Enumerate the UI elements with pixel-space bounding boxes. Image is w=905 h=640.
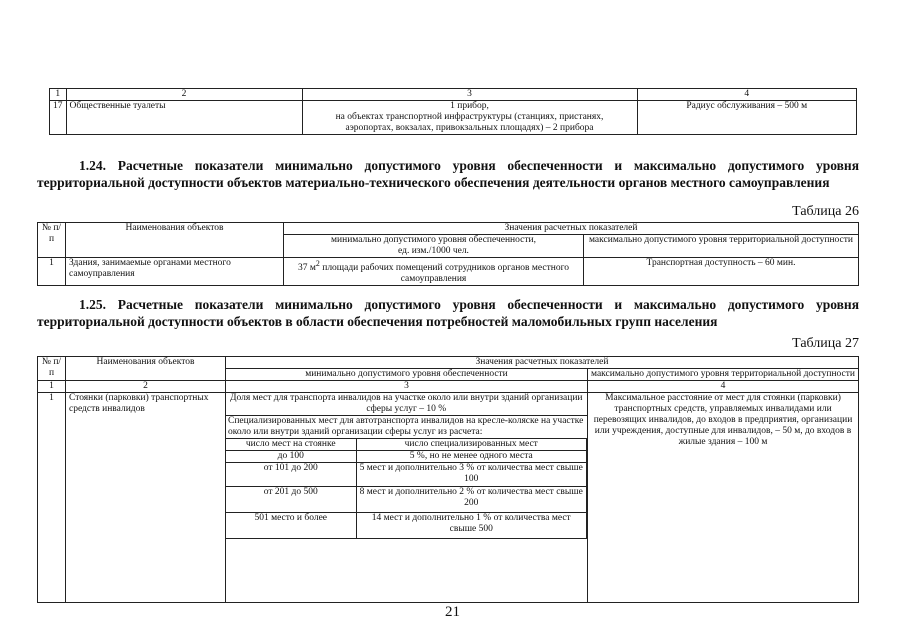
row-min: [226, 393, 588, 603]
sub-row-left: от 201 до 500: [226, 487, 356, 513]
row-max: Максимальное расстояние от мест для стоянки (парковки) транспортных средств, управляемых инвалидами или перевозящих инвалидов, до входов в предприятия, организации или учреждения, доступные для инвалидов, – 50 м, до входов в жилые здания – 100 м: [588, 393, 859, 603]
table-row: [50, 101, 857, 135]
table-header-row: [38, 357, 859, 369]
row-min-sup: 2: [315, 259, 320, 268]
col-num-3: 3: [302, 89, 637, 101]
share-text: Доля мест для транспорта инвалидов на участке около или внутри зданий организации сферы услуг – 10 %: [226, 393, 587, 416]
col-num-3: 3: [226, 381, 588, 393]
table-row: [226, 416, 587, 439]
col-num-1: 1: [50, 89, 67, 101]
table-row: [226, 487, 587, 513]
sub-row-right: 5 %, но не менее одного места: [356, 451, 587, 463]
row-num: 1: [38, 393, 66, 603]
row-min-post: площади рабочих помещений сотрудников органов местного самоуправления: [319, 263, 569, 285]
table-caption-27: Таблица 27: [792, 336, 859, 351]
sub-row-right: 14 мест и дополнительно 1 % от количества мест свыше 500: [356, 513, 587, 539]
sub-row-left: от 101 до 200: [226, 463, 356, 487]
table-26: [37, 222, 859, 286]
row-num: 17: [50, 101, 67, 135]
row-num: 1: [38, 258, 66, 286]
table-row: [226, 393, 587, 416]
parking-subtable: [226, 393, 587, 539]
table-caption-26: Таблица 26: [792, 204, 859, 219]
header-name: Наименования объектов: [66, 357, 226, 381]
sub-head-right: число специализированных мест: [356, 439, 587, 451]
header-max: максимально допустимого уровня территориальной доступности: [588, 369, 859, 381]
table-row: [38, 393, 859, 603]
col-num-2: 2: [66, 89, 302, 101]
header-min-line: минимально допустимого уровня обеспеченности,: [331, 235, 536, 245]
section-heading-125: 1.25. Расчетные показатели минимально допустимого уровня обеспеченности и максимально допустимого уровня территориальной доступности объектов в области обеспечения потребностей маломобильных групп населения: [37, 297, 859, 329]
row-name: Стоянки (парковки) транспортных средств инвалидов: [66, 393, 226, 603]
table-row: [226, 513, 587, 539]
header-min: минимально допустимого уровня обеспеченности: [226, 369, 588, 381]
table-row: [38, 381, 859, 393]
header-num: № п/п: [38, 223, 66, 258]
row-name: Общественные туалеты: [66, 101, 302, 135]
header-name: Наименования объектов: [66, 223, 284, 258]
row-min: [302, 101, 637, 135]
table-top: [49, 88, 857, 135]
row-max: Радиус обслуживания – 500 м: [637, 101, 857, 135]
sub-row-left: до 100: [226, 451, 356, 463]
col-num-4: 4: [637, 89, 857, 101]
table-row: [226, 451, 587, 463]
row-min-line: аэропортах, вокзалах, привокзальных площадях) – 2 прибора: [345, 123, 594, 133]
header-min-line: ед. изм./1000 чел.: [398, 246, 469, 256]
header-max: максимально допустимого уровня территориальной доступности: [584, 235, 859, 258]
row-min-line: на объектах транспортной инфраструктуры (станциях, пристанях,: [335, 112, 604, 122]
row-name: Здания, занимаемые органами местного самоуправления: [66, 258, 284, 286]
header-min: [284, 235, 584, 258]
col-num-4: 4: [588, 381, 859, 393]
table-row: [50, 89, 857, 101]
sub-row-left: 501 место и более: [226, 513, 356, 539]
col-num-2: 2: [66, 381, 226, 393]
header-num: № п/п: [38, 357, 66, 381]
row-min-line: 1 прибор,: [450, 101, 489, 111]
specialized-text: Специализированных мест для автотранспорта инвалидов на кресле-коляске на участке около или внутри зданий организации сферы услуг из расчета:: [226, 416, 587, 439]
header-values: Значения расчетных показателей: [284, 223, 859, 235]
page-number: 21: [445, 604, 460, 620]
sub-row-right: 5 мест и дополнительно 3 % от количества мест свыше 100: [356, 463, 587, 487]
row-max: Транспортная доступность – 60 мин.: [584, 258, 859, 286]
col-num-1: 1: [38, 381, 66, 393]
row-min-pre: 37 м: [298, 263, 316, 274]
table-row: [38, 258, 859, 286]
header-values: Значения расчетных показателей: [226, 357, 859, 369]
row-min: [284, 258, 584, 286]
table-header-row: [38, 223, 859, 235]
sub-head-left: число мест на стоянке: [226, 439, 356, 451]
sub-row-right: 8 мест и дополнительно 2 % от количества мест свыше 200: [356, 487, 587, 513]
table-row: [226, 463, 587, 487]
section-heading-124: 1.24. Расчетные показатели минимально допустимого уровня обеспеченности и максимально допустимого уровня территориальной доступности объектов материально-технического обеспечения деятельности органов местного самоуправления: [37, 158, 859, 190]
table-row: [226, 439, 587, 451]
table-27: [37, 356, 859, 603]
